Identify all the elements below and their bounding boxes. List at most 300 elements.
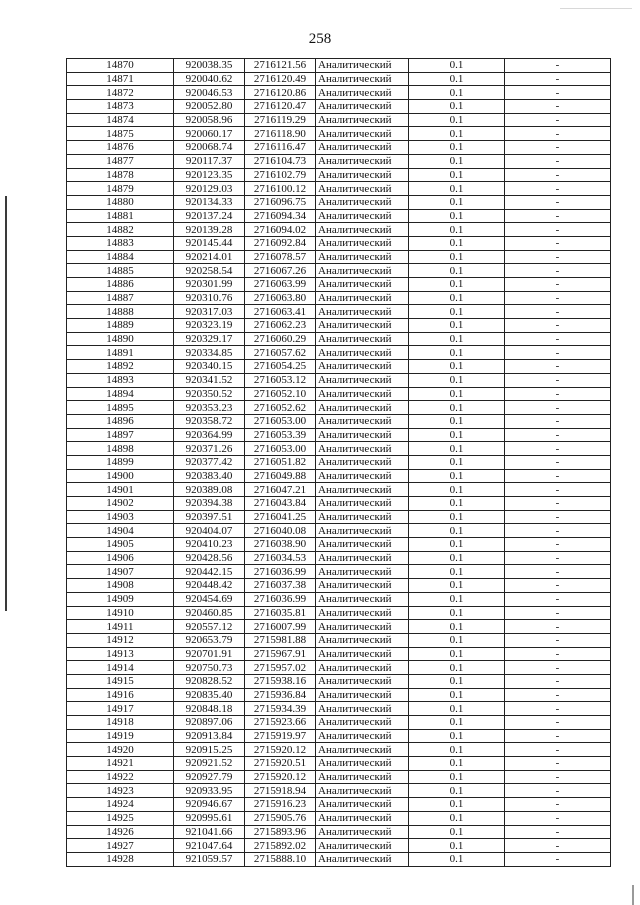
method-cell: Аналитический	[316, 784, 409, 798]
point-number-cell: 14916	[67, 688, 174, 702]
table-row	[67, 538, 611, 552]
x-coordinate-cell: 920364.99	[174, 428, 245, 442]
accuracy-cell: 0.1	[409, 428, 505, 442]
y-coordinate-cell: 2716036.99	[245, 565, 316, 579]
y-coordinate-cell: 2716118.90	[245, 127, 316, 141]
note-cell: -	[505, 510, 611, 524]
method-cell: Аналитический	[316, 497, 409, 511]
point-number-cell: 14924	[67, 798, 174, 812]
x-coordinate-cell: 920442.15	[174, 565, 245, 579]
note-cell: -	[505, 373, 611, 387]
note-cell: -	[505, 483, 611, 497]
x-coordinate-cell: 920145.44	[174, 236, 245, 250]
note-cell: -	[505, 455, 611, 469]
method-cell: Аналитический	[316, 141, 409, 155]
note-cell: -	[505, 86, 611, 100]
x-coordinate-cell: 920353.23	[174, 401, 245, 415]
accuracy-cell: 0.1	[409, 565, 505, 579]
y-coordinate-cell: 2716092.84	[245, 236, 316, 250]
accuracy-cell: 0.1	[409, 414, 505, 428]
method-cell: Аналитический	[316, 661, 409, 675]
method-cell: Аналитический	[316, 223, 409, 237]
table-row	[67, 510, 611, 524]
note-cell: -	[505, 633, 611, 647]
note-cell: -	[505, 182, 611, 196]
y-coordinate-cell: 2715981.88	[245, 633, 316, 647]
method-cell: Аналитический	[316, 688, 409, 702]
point-number-cell: 14897	[67, 428, 174, 442]
point-number-cell: 14873	[67, 100, 174, 114]
x-coordinate-cell: 920750.73	[174, 661, 245, 675]
note-cell: -	[505, 223, 611, 237]
accuracy-cell: 0.1	[409, 743, 505, 757]
y-coordinate-cell: 2716053.00	[245, 414, 316, 428]
y-coordinate-cell: 2716052.62	[245, 401, 316, 415]
table-row	[67, 319, 611, 333]
method-cell: Аналитический	[316, 127, 409, 141]
point-number-cell: 14882	[67, 223, 174, 237]
y-coordinate-cell: 2716034.53	[245, 551, 316, 565]
x-coordinate-cell: 920310.76	[174, 291, 245, 305]
x-coordinate-cell: 920129.03	[174, 182, 245, 196]
method-cell: Аналитический	[316, 72, 409, 86]
x-coordinate-cell: 920397.51	[174, 510, 245, 524]
accuracy-cell: 0.1	[409, 620, 505, 634]
table-row	[67, 387, 611, 401]
y-coordinate-cell: 2715936.84	[245, 688, 316, 702]
point-number-cell: 14877	[67, 154, 174, 168]
method-cell: Аналитический	[316, 455, 409, 469]
note-cell: -	[505, 538, 611, 552]
accuracy-cell: 0.1	[409, 278, 505, 292]
accuracy-cell: 0.1	[409, 469, 505, 483]
point-number-cell: 14901	[67, 483, 174, 497]
y-coordinate-cell: 2715916.23	[245, 798, 316, 812]
y-coordinate-cell: 2716063.41	[245, 305, 316, 319]
point-number-cell: 14914	[67, 661, 174, 675]
accuracy-cell: 0.1	[409, 332, 505, 346]
y-coordinate-cell: 2716036.99	[245, 592, 316, 606]
method-cell: Аналитический	[316, 305, 409, 319]
accuracy-cell: 0.1	[409, 825, 505, 839]
note-cell: -	[505, 716, 611, 730]
note-cell: -	[505, 620, 611, 634]
x-coordinate-cell: 920460.85	[174, 606, 245, 620]
method-cell: Аналитический	[316, 811, 409, 825]
y-coordinate-cell: 2716043.84	[245, 497, 316, 511]
accuracy-cell: 0.1	[409, 538, 505, 552]
x-coordinate-cell: 920410.23	[174, 538, 245, 552]
table-row	[67, 674, 611, 688]
y-coordinate-cell: 2716057.62	[245, 346, 316, 360]
table-row	[67, 127, 611, 141]
accuracy-cell: 0.1	[409, 86, 505, 100]
point-number-cell: 14893	[67, 373, 174, 387]
table-row	[67, 483, 611, 497]
note-cell: -	[505, 606, 611, 620]
method-cell: Аналитический	[316, 551, 409, 565]
table-row	[67, 469, 611, 483]
point-number-cell: 14910	[67, 606, 174, 620]
method-cell: Аналитический	[316, 606, 409, 620]
method-cell: Аналитический	[316, 620, 409, 634]
point-number-cell: 14909	[67, 592, 174, 606]
y-coordinate-cell: 2715905.76	[245, 811, 316, 825]
point-number-cell: 14880	[67, 195, 174, 209]
x-coordinate-cell: 920927.79	[174, 770, 245, 784]
point-number-cell: 14894	[67, 387, 174, 401]
point-number-cell: 14888	[67, 305, 174, 319]
y-coordinate-cell: 2716120.49	[245, 72, 316, 86]
y-coordinate-cell: 2716053.00	[245, 442, 316, 456]
accuracy-cell: 0.1	[409, 168, 505, 182]
note-cell: -	[505, 579, 611, 593]
accuracy-cell: 0.1	[409, 839, 505, 853]
method-cell: Аналитический	[316, 757, 409, 771]
method-cell: Аналитический	[316, 332, 409, 346]
x-coordinate-cell: 920828.52	[174, 674, 245, 688]
point-number-cell: 14870	[67, 59, 174, 73]
method-cell: Аналитический	[316, 113, 409, 127]
y-coordinate-cell: 2716119.29	[245, 113, 316, 127]
note-cell: -	[505, 291, 611, 305]
y-coordinate-cell: 2715920.12	[245, 770, 316, 784]
method-cell: Аналитический	[316, 264, 409, 278]
accuracy-cell: 0.1	[409, 606, 505, 620]
note-cell: -	[505, 236, 611, 250]
accuracy-cell: 0.1	[409, 661, 505, 675]
method-cell: Аналитический	[316, 195, 409, 209]
accuracy-cell: 0.1	[409, 346, 505, 360]
point-number-cell: 14925	[67, 811, 174, 825]
table-row	[67, 551, 611, 565]
accuracy-cell: 0.1	[409, 291, 505, 305]
table-row	[67, 72, 611, 86]
accuracy-cell: 0.1	[409, 100, 505, 114]
accuracy-cell: 0.1	[409, 702, 505, 716]
x-coordinate-cell: 920383.40	[174, 469, 245, 483]
table-row	[67, 332, 611, 346]
point-number-cell: 14902	[67, 497, 174, 511]
method-cell: Аналитический	[316, 729, 409, 743]
table-row	[67, 647, 611, 661]
note-cell: -	[505, 154, 611, 168]
x-coordinate-cell: 920134.33	[174, 195, 245, 209]
accuracy-cell: 0.1	[409, 497, 505, 511]
point-number-cell: 14884	[67, 250, 174, 264]
table-row	[67, 497, 611, 511]
point-number-cell: 14891	[67, 346, 174, 360]
method-cell: Аналитический	[316, 524, 409, 538]
method-cell: Аналитический	[316, 278, 409, 292]
method-cell: Аналитический	[316, 319, 409, 333]
note-cell: -	[505, 319, 611, 333]
point-number-cell: 14896	[67, 414, 174, 428]
accuracy-cell: 0.1	[409, 579, 505, 593]
method-cell: Аналитический	[316, 538, 409, 552]
x-coordinate-cell: 920848.18	[174, 702, 245, 716]
point-number-cell: 14889	[67, 319, 174, 333]
x-coordinate-cell: 920301.99	[174, 278, 245, 292]
x-coordinate-cell: 920454.69	[174, 592, 245, 606]
y-coordinate-cell: 2716063.99	[245, 278, 316, 292]
note-cell: -	[505, 743, 611, 757]
accuracy-cell: 0.1	[409, 319, 505, 333]
table-row	[67, 565, 611, 579]
accuracy-cell: 0.1	[409, 442, 505, 456]
note-cell: -	[505, 113, 611, 127]
point-number-cell: 14872	[67, 86, 174, 100]
note-cell: -	[505, 674, 611, 688]
point-number-cell: 14928	[67, 852, 174, 866]
coordinates-table	[66, 58, 611, 867]
scan-artifact	[560, 8, 632, 9]
x-coordinate-cell: 920557.12	[174, 620, 245, 634]
x-coordinate-cell: 920404.07	[174, 524, 245, 538]
note-cell: -	[505, 524, 611, 538]
note-cell: -	[505, 852, 611, 866]
table-row	[67, 839, 611, 853]
accuracy-cell: 0.1	[409, 524, 505, 538]
table-row	[67, 428, 611, 442]
method-cell: Аналитический	[316, 182, 409, 196]
note-cell: -	[505, 414, 611, 428]
point-number-cell: 14915	[67, 674, 174, 688]
accuracy-cell: 0.1	[409, 250, 505, 264]
method-cell: Аналитический	[316, 702, 409, 716]
y-coordinate-cell: 2715918.94	[245, 784, 316, 798]
y-coordinate-cell: 2716120.47	[245, 100, 316, 114]
accuracy-cell: 0.1	[409, 757, 505, 771]
x-coordinate-cell: 920038.35	[174, 59, 245, 73]
method-cell: Аналитический	[316, 414, 409, 428]
x-coordinate-cell: 920329.17	[174, 332, 245, 346]
method-cell: Аналитический	[316, 743, 409, 757]
y-coordinate-cell: 2716060.29	[245, 332, 316, 346]
accuracy-cell: 0.1	[409, 770, 505, 784]
y-coordinate-cell: 2716037.38	[245, 579, 316, 593]
y-coordinate-cell: 2716007.99	[245, 620, 316, 634]
x-coordinate-cell: 920921.52	[174, 757, 245, 771]
point-number-cell: 14913	[67, 647, 174, 661]
point-number-cell: 14907	[67, 565, 174, 579]
note-cell: -	[505, 428, 611, 442]
table-row	[67, 784, 611, 798]
y-coordinate-cell: 2716040.08	[245, 524, 316, 538]
accuracy-cell: 0.1	[409, 592, 505, 606]
y-coordinate-cell: 2716067.26	[245, 264, 316, 278]
method-cell: Аналитический	[316, 565, 409, 579]
page-number: 258	[308, 31, 332, 47]
note-cell: -	[505, 839, 611, 853]
y-coordinate-cell: 2715957.02	[245, 661, 316, 675]
y-coordinate-cell: 2716041.25	[245, 510, 316, 524]
x-coordinate-cell: 920334.85	[174, 346, 245, 360]
method-cell: Аналитический	[316, 236, 409, 250]
note-cell: -	[505, 401, 611, 415]
x-coordinate-cell: 921059.57	[174, 852, 245, 866]
point-number-cell: 14927	[67, 839, 174, 853]
note-cell: -	[505, 141, 611, 155]
point-number-cell: 14919	[67, 729, 174, 743]
accuracy-cell: 0.1	[409, 72, 505, 86]
accuracy-cell: 0.1	[409, 811, 505, 825]
accuracy-cell: 0.1	[409, 401, 505, 415]
method-cell: Аналитический	[316, 825, 409, 839]
y-coordinate-cell: 2716051.82	[245, 455, 316, 469]
table-row	[67, 223, 611, 237]
note-cell: -	[505, 168, 611, 182]
note-cell: -	[505, 127, 611, 141]
table-row	[67, 305, 611, 319]
accuracy-cell: 0.1	[409, 387, 505, 401]
y-coordinate-cell: 2716121.56	[245, 59, 316, 73]
table-row	[67, 59, 611, 73]
note-cell: -	[505, 100, 611, 114]
y-coordinate-cell: 2716052.10	[245, 387, 316, 401]
method-cell: Аналитический	[316, 592, 409, 606]
method-cell: Аналитический	[316, 291, 409, 305]
table-row	[67, 442, 611, 456]
x-coordinate-cell: 920040.62	[174, 72, 245, 86]
y-coordinate-cell: 2716062.23	[245, 319, 316, 333]
table-row	[67, 100, 611, 114]
point-number-cell: 14879	[67, 182, 174, 196]
accuracy-cell: 0.1	[409, 113, 505, 127]
table-row	[67, 278, 611, 292]
y-coordinate-cell: 2716053.39	[245, 428, 316, 442]
point-number-cell: 14903	[67, 510, 174, 524]
accuracy-cell: 0.1	[409, 510, 505, 524]
x-coordinate-cell: 920428.56	[174, 551, 245, 565]
y-coordinate-cell: 2716104.73	[245, 154, 316, 168]
table-row	[67, 250, 611, 264]
note-cell: -	[505, 661, 611, 675]
point-number-cell: 14908	[67, 579, 174, 593]
table-row	[67, 592, 611, 606]
y-coordinate-cell: 2716038.90	[245, 538, 316, 552]
method-cell: Аналитический	[316, 86, 409, 100]
y-coordinate-cell: 2715920.51	[245, 757, 316, 771]
x-coordinate-cell: 920058.96	[174, 113, 245, 127]
method-cell: Аналитический	[316, 250, 409, 264]
note-cell: -	[505, 497, 611, 511]
note-cell: -	[505, 209, 611, 223]
table-row	[67, 141, 611, 155]
table-row	[67, 852, 611, 866]
note-cell: -	[505, 551, 611, 565]
table-row	[67, 606, 611, 620]
point-number-cell: 14906	[67, 551, 174, 565]
note-cell: -	[505, 784, 611, 798]
method-cell: Аналитический	[316, 346, 409, 360]
y-coordinate-cell: 2716094.34	[245, 209, 316, 223]
accuracy-cell: 0.1	[409, 551, 505, 565]
note-cell: -	[505, 387, 611, 401]
y-coordinate-cell: 2716078.57	[245, 250, 316, 264]
table-row	[67, 798, 611, 812]
table-row	[67, 360, 611, 374]
note-cell: -	[505, 332, 611, 346]
table-row	[67, 209, 611, 223]
x-coordinate-cell: 920389.08	[174, 483, 245, 497]
x-coordinate-cell: 920933.95	[174, 784, 245, 798]
accuracy-cell: 0.1	[409, 209, 505, 223]
accuracy-cell: 0.1	[409, 360, 505, 374]
method-cell: Аналитический	[316, 100, 409, 114]
table-row	[67, 743, 611, 757]
x-coordinate-cell: 920117.37	[174, 154, 245, 168]
coordinates-table-body	[67, 59, 611, 867]
method-cell: Аналитический	[316, 469, 409, 483]
point-number-cell: 14899	[67, 455, 174, 469]
accuracy-cell: 0.1	[409, 455, 505, 469]
method-cell: Аналитический	[316, 360, 409, 374]
point-number-cell: 14875	[67, 127, 174, 141]
method-cell: Аналитический	[316, 209, 409, 223]
table-row	[67, 168, 611, 182]
method-cell: Аналитический	[316, 428, 409, 442]
accuracy-cell: 0.1	[409, 264, 505, 278]
x-coordinate-cell: 920394.38	[174, 497, 245, 511]
method-cell: Аналитический	[316, 401, 409, 415]
accuracy-cell: 0.1	[409, 373, 505, 387]
accuracy-cell: 0.1	[409, 647, 505, 661]
y-coordinate-cell: 2715938.16	[245, 674, 316, 688]
table-row	[67, 825, 611, 839]
table-row	[67, 716, 611, 730]
accuracy-cell: 0.1	[409, 674, 505, 688]
note-cell: -	[505, 729, 611, 743]
point-number-cell: 14886	[67, 278, 174, 292]
x-coordinate-cell: 920897.06	[174, 716, 245, 730]
point-number-cell: 14900	[67, 469, 174, 483]
point-number-cell: 14917	[67, 702, 174, 716]
table-row	[67, 113, 611, 127]
method-cell: Аналитический	[316, 770, 409, 784]
x-coordinate-cell: 921041.66	[174, 825, 245, 839]
y-coordinate-cell: 2715893.96	[245, 825, 316, 839]
point-number-cell: 14885	[67, 264, 174, 278]
y-coordinate-cell: 2715923.66	[245, 716, 316, 730]
method-cell: Аналитический	[316, 154, 409, 168]
method-cell: Аналитический	[316, 510, 409, 524]
accuracy-cell: 0.1	[409, 483, 505, 497]
x-coordinate-cell: 920358.72	[174, 414, 245, 428]
method-cell: Аналитический	[316, 442, 409, 456]
x-coordinate-cell: 920913.84	[174, 729, 245, 743]
method-cell: Аналитический	[316, 387, 409, 401]
y-coordinate-cell: 2715888.10	[245, 852, 316, 866]
point-number-cell: 14912	[67, 633, 174, 647]
point-number-cell: 14878	[67, 168, 174, 182]
point-number-cell: 14895	[67, 401, 174, 415]
x-coordinate-cell: 920123.35	[174, 168, 245, 182]
table-row	[67, 633, 611, 647]
point-number-cell: 14883	[67, 236, 174, 250]
point-number-cell: 14923	[67, 784, 174, 798]
accuracy-cell: 0.1	[409, 141, 505, 155]
y-coordinate-cell: 2716120.86	[245, 86, 316, 100]
note-cell: -	[505, 798, 611, 812]
point-number-cell: 14905	[67, 538, 174, 552]
point-number-cell: 14892	[67, 360, 174, 374]
y-coordinate-cell: 2716047.21	[245, 483, 316, 497]
accuracy-cell: 0.1	[409, 798, 505, 812]
table-row	[67, 702, 611, 716]
accuracy-cell: 0.1	[409, 182, 505, 196]
y-coordinate-cell: 2715919.97	[245, 729, 316, 743]
